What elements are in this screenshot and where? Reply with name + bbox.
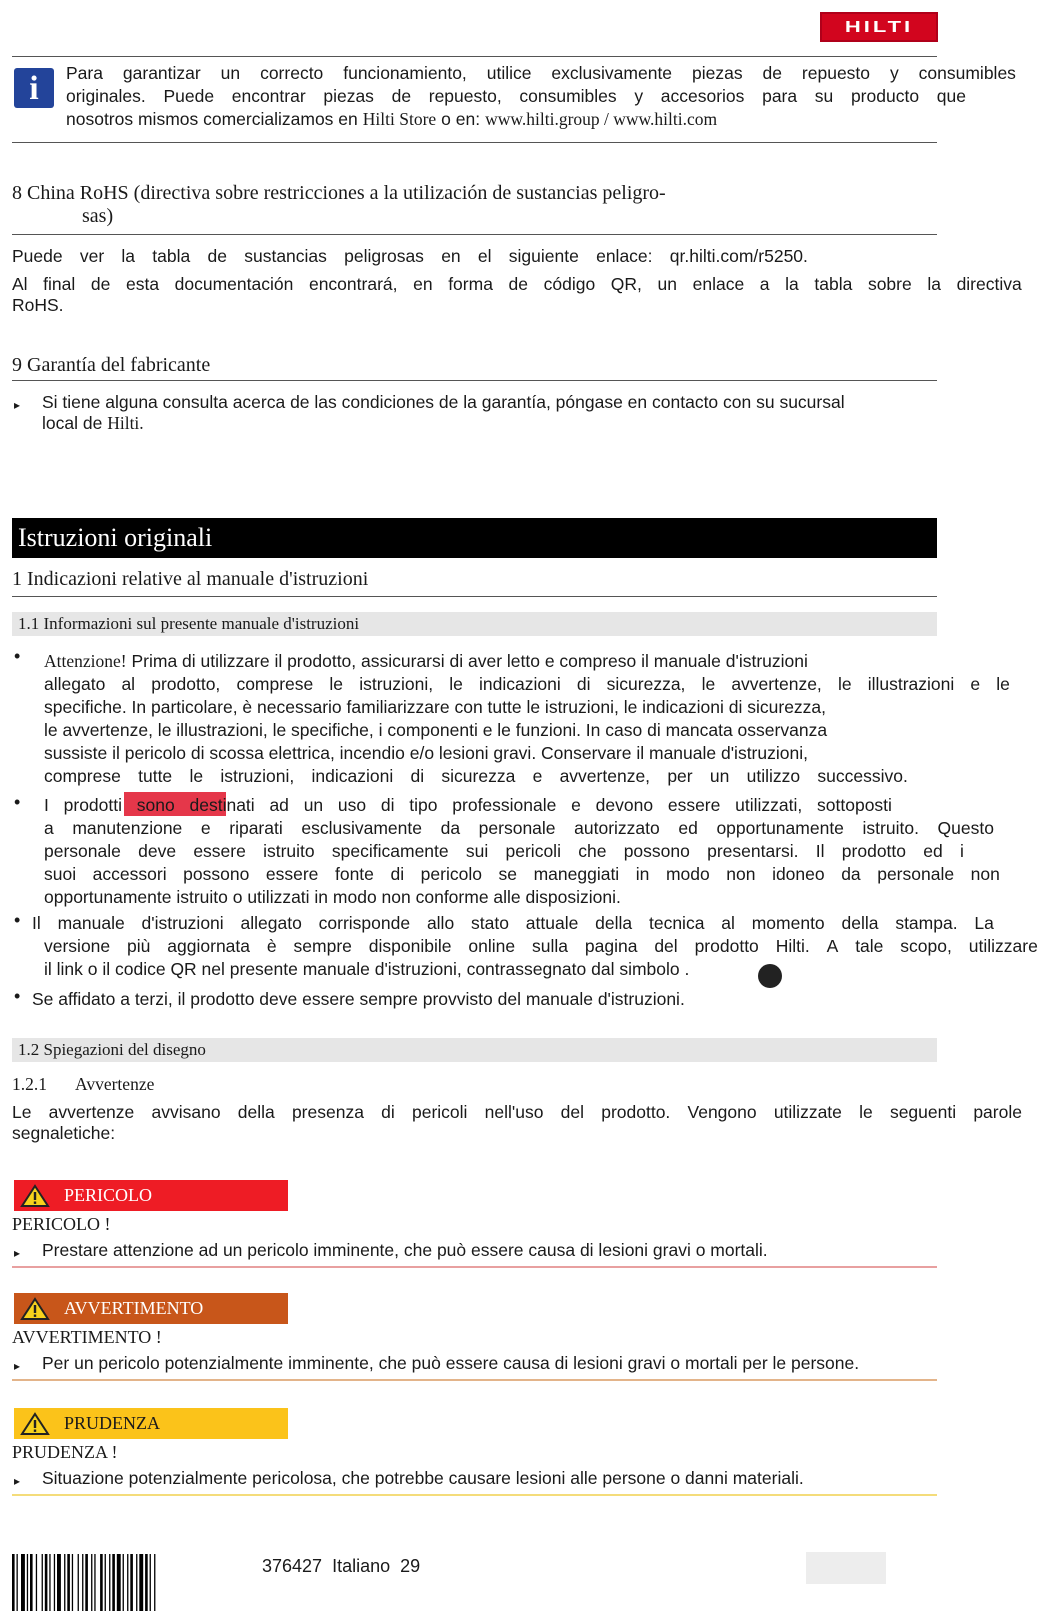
word: attuale	[525, 913, 579, 933]
word: destinati	[189, 795, 255, 815]
signal-label-text: PERICOLO	[64, 1185, 153, 1205]
word: suoi	[44, 864, 77, 884]
word: stato	[471, 913, 509, 933]
barcode-bar	[145, 1554, 148, 1611]
word: le	[701, 674, 716, 694]
barcode	[12, 1554, 238, 1611]
warning-icon	[20, 1412, 50, 1436]
word: del	[560, 1102, 585, 1122]
word: pericoli	[505, 841, 561, 861]
signal-label-pericolo	[14, 1180, 288, 1211]
warning-icon	[20, 1297, 50, 1321]
barcode-bar	[54, 1554, 55, 1611]
word: la	[927, 274, 941, 294]
word: Questo	[937, 818, 994, 838]
barcode-bar	[45, 1554, 48, 1611]
barcode-bar	[82, 1554, 83, 1611]
subsection-1-2-1: 1.2.1 Avvertenze	[12, 1074, 155, 1094]
signal-underline	[12, 1494, 937, 1496]
word: comprese	[236, 674, 314, 694]
word: avvertenze,	[731, 674, 822, 694]
word: di	[410, 766, 425, 786]
word: non	[726, 864, 756, 884]
word: allo	[426, 913, 455, 933]
word: tipo	[409, 795, 438, 815]
word: parole	[973, 1102, 1022, 1122]
word: presentarsi.	[707, 841, 799, 861]
word: sulla	[531, 936, 568, 956]
barcode-bar	[72, 1554, 73, 1611]
word: non	[970, 864, 1000, 884]
word: y	[889, 63, 899, 83]
word: Puede	[12, 246, 63, 266]
bullet-3: Il manuale d'istruzioni allegato corrisponde allo stato attuale della tecnica al momento della stampa. La versione più aggiornata è sempre disponibile online sulla pagina del prodotto Hilti. A tale scopo, utilizzare il link o il codice QR nel presente manuale d'istruzioni, contrassegnato dal simbolo .	[32, 913, 1038, 979]
barcode-bar	[30, 1554, 33, 1611]
word: versione	[44, 936, 111, 956]
divider	[12, 380, 937, 381]
bullet-icon: •	[14, 646, 21, 666]
divider	[12, 56, 937, 57]
word: exclusivamente	[551, 63, 673, 83]
word: fonte	[334, 864, 374, 884]
word: Al	[12, 274, 28, 294]
notice-line-2	[66, 85, 966, 108]
word: autorizzato	[574, 818, 660, 838]
barcode-bar	[85, 1554, 88, 1611]
info-icon: i	[14, 68, 54, 108]
word: personale	[877, 864, 955, 884]
word: le	[189, 766, 204, 786]
barcode-bar	[78, 1554, 79, 1611]
word: un	[657, 274, 677, 294]
word: e	[532, 766, 543, 786]
word: funcionamiento,	[343, 63, 467, 83]
word: online	[468, 936, 516, 956]
word: enlace:	[596, 246, 653, 266]
word: qr.hilti.com/r5250.	[669, 246, 808, 266]
signal-underline	[12, 1379, 937, 1381]
signal-statement: Prestare attenzione ad un pericolo imminente, che può essere causa di lesioni gravi o mortali.	[42, 1240, 768, 1260]
word: e	[970, 674, 981, 694]
word: documentación	[174, 274, 294, 294]
word: tabla	[814, 274, 853, 294]
word: utilice	[486, 63, 532, 83]
word: final	[43, 274, 76, 294]
word: Puede	[163, 86, 215, 106]
barcode-bar	[109, 1554, 110, 1611]
word: La	[974, 913, 994, 933]
word: utilizzare	[968, 936, 1038, 956]
word: tecnica	[648, 913, 705, 933]
word: pericolo	[420, 864, 482, 884]
word: al	[121, 674, 136, 694]
word: su	[814, 86, 834, 106]
section-8-p1	[12, 246, 808, 267]
barcode-bar	[21, 1554, 25, 1611]
word: uso	[337, 795, 367, 815]
word: istruito.	[862, 818, 919, 838]
word: código	[543, 274, 596, 294]
word: la	[785, 274, 799, 294]
word: accesorios	[660, 86, 745, 106]
word: I	[44, 795, 49, 815]
signal-caption: PERICOLO !	[12, 1214, 111, 1234]
section-1-1-title: 1.1 Informazioni sul presente manuale d'istruzioni	[12, 612, 937, 636]
word: avvertenze	[48, 1102, 135, 1122]
word: per	[667, 766, 693, 786]
word: al	[721, 913, 735, 933]
word: peligrosas	[344, 246, 424, 266]
word: momento	[751, 913, 825, 933]
word: tutte	[138, 766, 173, 786]
word: della	[595, 913, 633, 933]
word: deve	[138, 841, 177, 861]
bullet-icon: •	[14, 910, 21, 930]
barcode-bar	[94, 1554, 95, 1611]
barcode-bar	[105, 1554, 106, 1611]
word: ver	[79, 246, 105, 266]
word: que	[936, 86, 966, 106]
word: avvertenze,	[559, 766, 651, 786]
barcode-bar	[100, 1554, 103, 1611]
word: piezas	[323, 86, 374, 106]
word: sustancias	[244, 246, 327, 266]
word: sempre	[293, 936, 352, 956]
signal-label-text: PRUDENZA	[64, 1413, 161, 1433]
word: forma	[448, 274, 493, 294]
barcode-bar	[130, 1554, 133, 1611]
word: Para	[66, 63, 103, 83]
word: QR,	[610, 274, 642, 294]
word: de	[391, 86, 412, 106]
barcode-bar	[127, 1554, 128, 1611]
word: la	[121, 246, 136, 266]
word: le	[996, 674, 1010, 694]
chapter-1-title: 1 Indicazioni relative al manuale d'istruzioni	[12, 568, 369, 590]
word: idoneo	[772, 864, 825, 884]
word: di	[381, 1102, 395, 1122]
word: opportunamente	[716, 818, 844, 838]
word: più	[127, 936, 151, 956]
word: ad	[269, 795, 289, 815]
word: siguiente	[508, 246, 579, 266]
word: seguenti	[889, 1102, 957, 1122]
word: personale	[478, 818, 556, 838]
barcode-bar	[36, 1554, 37, 1611]
triangle-bullet-icon: ▸	[14, 1474, 21, 1488]
word: Hilti.	[775, 936, 810, 956]
hilti-logo: HILTI	[820, 12, 938, 42]
divider	[12, 234, 937, 235]
word: ed	[923, 841, 943, 861]
word: esta	[125, 274, 160, 294]
word: successivo.	[817, 766, 908, 786]
word: se	[498, 864, 518, 884]
word: piezas	[691, 63, 743, 83]
word: modo	[665, 864, 710, 884]
word: encontrar	[231, 86, 306, 106]
page-tab	[806, 1552, 886, 1584]
word: encontrará,	[308, 274, 398, 294]
signal-label-prudenza	[14, 1408, 288, 1439]
word: un	[709, 766, 730, 786]
word: tale	[855, 936, 884, 956]
bullet-1: Attenzione! Prima di utilizzare il prodotto, assicurarsi di aver letto e compreso il manuale d'istruzioni allegato al prodotto, comprese le istruzioni, le indicazioni di sicurezza, le avvertenze, le illustrazioni e le specifiche. In particolare, è necessario familiarizzare con tutte le istruzioni, le indicazioni di sicurezza, le avvertenze, le illustrazioni, le specifiche, i componenti e le funzioni. In caso di mancata osservanza sussiste il pericolo di scossa elettrica, incendio e/o lesioni gravi. Conservare il manuale d'istruzioni, comprese tutte le istruzioni, indicazioni di sicurezza e avvertenze, per un utilizzo successivo.	[44, 651, 1010, 786]
word: Il	[815, 841, 825, 861]
info-notice	[66, 62, 1016, 131]
word: del	[654, 936, 678, 956]
section-1-2-title: 1.2 Spiegazioni del disegno	[12, 1038, 937, 1062]
word: allegato	[240, 913, 302, 933]
word: personale	[44, 841, 121, 861]
word: repuesto	[801, 63, 871, 83]
bullet-icon: •	[14, 986, 21, 1006]
bullet-icon: •	[14, 792, 21, 812]
word: para	[762, 86, 798, 106]
word: corrisponde	[318, 913, 411, 933]
section-9-item: Si tiene alguna consulta acerca de las condiciones de la garantía, póngase en contacto con su sucursal local de Hilti.	[42, 392, 845, 433]
word: scopo,	[900, 936, 952, 956]
word: d'istruzioni	[141, 913, 224, 933]
word: de	[90, 274, 111, 294]
triangle-bullet-icon: ▸	[14, 1359, 21, 1373]
word: utilizzate	[773, 1102, 842, 1122]
word: garantizar	[122, 63, 201, 83]
word: le	[329, 674, 344, 694]
signal-caption: AVVERTIMENTO !	[12, 1327, 162, 1347]
signal-statement: Per un pericolo potenzialmente imminente, che può essere causa di lesioni gravi o mortali per le persone.	[42, 1353, 860, 1373]
word: utilizzati,	[735, 795, 803, 815]
language-banner: Istruzioni originali	[12, 518, 937, 558]
word: prodotto.	[601, 1102, 671, 1122]
word: possono	[623, 841, 690, 861]
word: repuesto,	[428, 86, 502, 106]
word: prodotto	[841, 841, 907, 861]
word: consumibles	[918, 63, 1016, 83]
word: un	[220, 63, 241, 83]
signal-words-intro: Le avvertenze avvisano della presenza di pericoli nell'uso del prodotto. Vengono utilizzate le seguenti parole segnaletiche:	[12, 1102, 1022, 1143]
word: directiva	[956, 274, 1022, 294]
word: consumibles	[519, 86, 617, 106]
word: de	[508, 274, 528, 294]
word: en	[413, 274, 433, 294]
word: sicurezza,	[606, 674, 686, 694]
word: accessori	[92, 864, 167, 884]
barcode-bar	[123, 1554, 124, 1611]
section-9-title: 9 Garantía del fabricante	[12, 354, 211, 376]
word: sono	[136, 795, 175, 815]
word: avvisano	[151, 1102, 221, 1122]
word: è	[266, 936, 277, 956]
word: indicazioni	[479, 674, 561, 694]
barcode-bar	[64, 1554, 65, 1611]
divider	[12, 142, 937, 143]
word: possono	[183, 864, 250, 884]
notice-line-1	[66, 62, 1016, 85]
word: disponibile	[368, 936, 452, 956]
word: Le	[12, 1102, 32, 1122]
word: Il	[32, 913, 41, 933]
word: sottoposti	[817, 795, 892, 815]
word: comprese	[44, 766, 121, 786]
word: sui	[465, 841, 489, 861]
word: a	[44, 818, 54, 838]
word: devono	[595, 795, 654, 815]
word: manuale	[57, 913, 125, 933]
word: le	[859, 1102, 873, 1122]
barcode-bar	[117, 1554, 121, 1611]
signal-label-text: AVVERTIMENTO	[64, 1298, 204, 1318]
barcode-bar	[112, 1554, 115, 1611]
word: a	[759, 274, 770, 294]
word: di	[576, 674, 591, 694]
word: pagina	[584, 936, 638, 956]
word: correcto	[260, 63, 324, 83]
word: utilizzo	[746, 766, 801, 786]
barcode-bar	[91, 1554, 92, 1611]
word: indicazioni	[311, 766, 394, 786]
word: sobre	[867, 274, 912, 294]
word: e	[571, 795, 581, 815]
word: prodotti	[63, 795, 123, 815]
word: y	[634, 86, 644, 106]
barcode-bar	[27, 1554, 28, 1611]
word: i	[959, 841, 964, 861]
barcode-bar	[17, 1554, 18, 1611]
word: allegato	[44, 674, 106, 694]
barcode-bar	[49, 1554, 50, 1611]
bullet-2: I prodotti sono destinati ad un uso di tipo professionale e devono essere utilizzati, sottoposti a manutenzione e riparati esclusivamente da personale autorizzato ed opportunamente istruito. Questo personale deve essere istruito specificamente sui pericoli che possono presentarsi. Il prodotto ed i suoi accessori possono essere fonte di pericolo se maneggiati in modo non idoneo da personale non opportunamente istruito o utilizzati in modo non conforme alle disposizioni.	[44, 795, 1000, 907]
word: tabla	[152, 246, 191, 266]
word: essere	[265, 864, 319, 884]
warning-icon	[20, 1184, 50, 1208]
word: nell'uso	[484, 1102, 544, 1122]
triangle-bullet-icon: ▸	[14, 398, 21, 412]
word: maneggiati	[533, 864, 620, 884]
word: essere	[667, 795, 721, 815]
word: prodotto,	[151, 674, 221, 694]
section-8-title: 8 China RoHS (directiva sobre restricciones a la utilización de sustancias peligro- sas)	[12, 182, 666, 227]
barcode-bar	[67, 1554, 70, 1611]
word: di	[390, 864, 405, 884]
word: di	[380, 795, 395, 815]
word: da	[841, 864, 861, 884]
word: prodotto	[694, 936, 759, 956]
word: producto	[850, 86, 920, 106]
barcode-bar	[42, 1554, 43, 1611]
word: pericoli	[411, 1102, 468, 1122]
word: da	[440, 818, 461, 838]
footer: 376427 Italiano 29	[262, 1556, 421, 1576]
word: in	[635, 864, 650, 884]
word: stampa.	[895, 913, 958, 933]
barcode-bar	[150, 1554, 151, 1611]
word: riparati	[229, 818, 283, 838]
word: aggiornata	[167, 936, 251, 956]
word: ed	[678, 818, 698, 838]
word: en	[441, 246, 461, 266]
word: originales.	[66, 86, 146, 106]
barcode-bar	[136, 1554, 137, 1611]
word: un	[303, 795, 324, 815]
signal-caption: PRUDENZA !	[12, 1442, 118, 1462]
signal-statement: Situazione potenzialmente pericolosa, che potrebbe causare lesioni alle persone o danni materiali.	[42, 1468, 804, 1488]
barcode-bar	[139, 1554, 143, 1611]
word: istruito	[263, 841, 315, 861]
word: istruzioni,	[359, 674, 434, 694]
word: essere	[193, 841, 246, 861]
word: le	[837, 674, 852, 694]
word: esclusivamente	[301, 818, 422, 838]
word: istruzioni,	[220, 766, 295, 786]
word: manutenzione	[72, 818, 183, 838]
word: e	[200, 818, 211, 838]
barcode-bar	[57, 1554, 61, 1611]
barcode-bar	[12, 1554, 15, 1611]
word: presenza	[291, 1102, 364, 1122]
word: de	[207, 246, 227, 266]
section-8-p2: Al final de esta documentación encontrará, en forma de código QR, un enlace a la tabla sobre la directiva RoHS.	[12, 274, 1022, 315]
word: enlace	[692, 274, 745, 294]
barcode-bar	[154, 1554, 155, 1611]
word: illustrazioni	[867, 674, 955, 694]
word: sicurezza	[441, 766, 516, 786]
divider	[12, 596, 937, 597]
qr-symbol-icon	[758, 964, 782, 988]
word: de	[762, 63, 782, 83]
word: della	[841, 913, 879, 933]
triangle-bullet-icon: ▸	[14, 1246, 21, 1260]
word: Vengono	[687, 1102, 757, 1122]
notice-line-3: nosotros mismos comercializamos en Hilti Store o en: www.hilti.group / www.hilti.com	[66, 109, 718, 129]
word: professionale	[452, 795, 557, 815]
word: che	[578, 841, 607, 861]
signal-underline	[12, 1266, 937, 1268]
signal-label-avvertimento	[14, 1293, 288, 1324]
word: le	[449, 674, 463, 694]
word: specificamente	[331, 841, 449, 861]
word: della	[237, 1102, 275, 1122]
word: el	[477, 246, 492, 266]
bullet-4: Se affidato a terzi, il prodotto deve essere sempre provvisto del manuale d'istruzioni.	[32, 989, 685, 1009]
word: A	[826, 936, 839, 956]
